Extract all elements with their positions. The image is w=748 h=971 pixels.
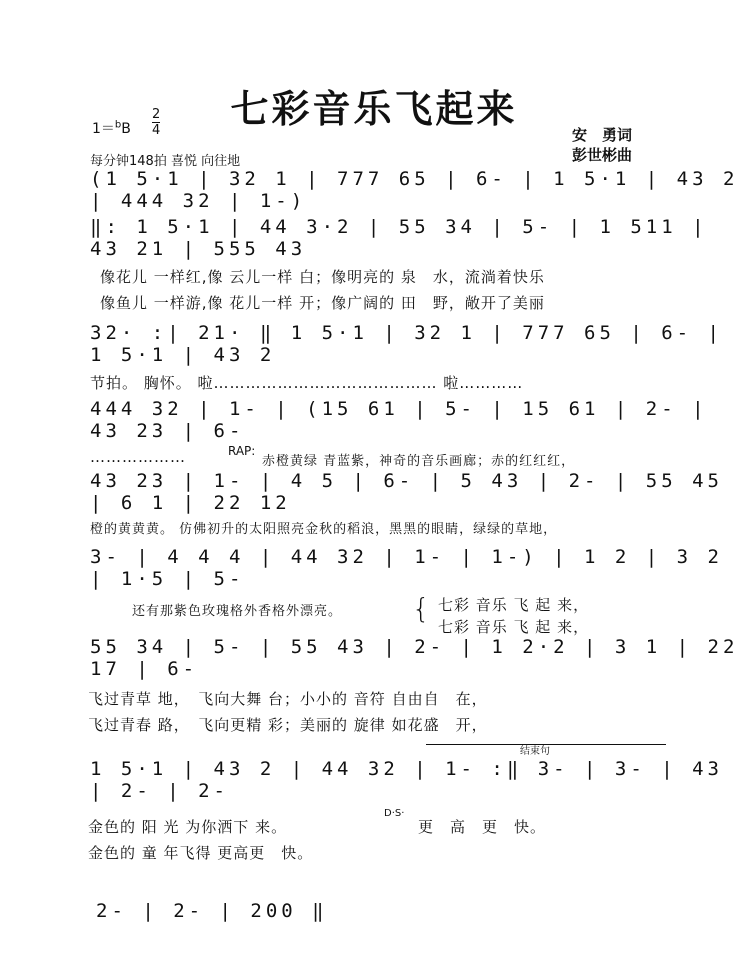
notes-row-2: ‖: 1 5·1 | 44 3·2 | 55 34 | 5- | 1 511 | 43 21 | 555 43: [90, 216, 708, 260]
music-row-1: [0, 168, 748, 214]
music-row-5: [0, 470, 748, 516]
music-row-8: [0, 758, 748, 804]
music-row-7: [0, 636, 748, 682]
music-row-9: [0, 890, 748, 924]
lyrics-verse2-line6: 飞过青春 路， 飞向更精 彩；美丽的 旋律 如花盛 开，: [88, 716, 488, 734]
notes-row-5: 43 23 | 1- | 4 5 | 6- | 5 43 | 2- | 55 45 | 6 1 | 22 12: [90, 470, 723, 514]
song-title: 七彩音乐飞起来: [230, 87, 518, 131]
lyrics-line7-tail: 更 高 更 快。: [418, 818, 547, 836]
key-signature: [92, 118, 131, 138]
time-signature: [152, 108, 160, 137]
lyrics-chorus-b: 七彩 音乐 飞 起 来，: [438, 618, 590, 636]
meter-top: 2: [152, 107, 161, 122]
notes-row-3: 32· :| 21· ‖ 1 5·1 | 32 1 | 777 65 | 6- | 1 5·1 | 43 2: [90, 322, 723, 366]
notes-row-9: 2- | 2- | 200 ‖: [96, 900, 328, 922]
lyricist: 安 勇词: [572, 126, 633, 144]
key-note: B: [121, 121, 131, 137]
lyrics-verse1-line1: 像花儿 一样红,像 云儿一样 白；像明亮的 泉 水，流淌着快乐: [100, 268, 545, 286]
music-row-3: [0, 322, 748, 368]
tempo-marking: 每分钟148拍 喜悦 向往地: [90, 154, 241, 169]
music-row-6: [0, 546, 748, 592]
lyrics-line3-dots: ………………: [90, 448, 186, 466]
music-row-4: [0, 398, 748, 444]
ds-marking: D·S·: [384, 808, 405, 819]
lyrics-line2: 节拍。 胸怀。 啦…………………………………… 啦…………: [90, 374, 524, 392]
meter-bottom: 4: [152, 123, 161, 138]
ending-label: 结束句: [520, 746, 550, 757]
notes-row-8: 1 5·1 | 43 2 | 44 32 | 1- :‖ 3- | 3- | 43 | 2- | 2-: [90, 758, 723, 802]
lyrics-chorus-a: 七彩 音乐 飞 起 来，: [438, 596, 590, 614]
lyrics-rap-line: 赤橙黄绿 青蓝紫，神奇的音乐画廊；赤的红红红，: [262, 454, 576, 469]
lyrics-verse1-line6: 飞过青草 地， 飞向大舞 台；小小的 音符 自由自 在，: [88, 690, 488, 708]
notes-row-1: (1 5·1 | 32 1 | 777 65 | 6- | 1 5·1 | 43 2 | 444 32 | 1-): [90, 168, 739, 212]
lyrics-line7-a: 金色的 阳 光 为你洒下 来。: [88, 818, 288, 836]
music-row-2: [0, 216, 748, 262]
lyrics-verse2-line1: 像鱼儿 一样游,像 花儿一样 开；像广阔的 田 野，敞开了美丽: [100, 294, 545, 312]
brace-symbol: {: [412, 592, 430, 625]
notes-row-4: 444 32 | 1- | (15 61 | 5- | 15 61 | 2- | 43 23 | 6-: [90, 398, 708, 442]
composer: 彭世彬曲: [572, 146, 633, 164]
rap-label: RAP:: [228, 444, 256, 458]
lyrics-line7-b: 金色的 童 年飞得 更高更 快。: [88, 844, 314, 862]
lyrics-line5: 还有那紫色玫瑰格外香格外漂亮。: [132, 604, 343, 619]
notes-row-7: 55 34 | 5- | 55 43 | 2- | 1 2·2 | 3 1 | 22 17 | 6-: [90, 636, 739, 680]
notes-row-6: 3- | 4 4 4 | 44 32 | 1- | 1-) | 1 2 | 3 2 | 1·5 | 5-: [90, 546, 723, 590]
key-flat: b: [114, 119, 122, 131]
lyrics-line4: 橙的黄黄黄。 仿佛初升的太阳照亮金秋的稻浪，黑黑的眼睛，绿绿的草地，: [90, 522, 558, 537]
key-prefix: 1＝: [92, 121, 115, 137]
